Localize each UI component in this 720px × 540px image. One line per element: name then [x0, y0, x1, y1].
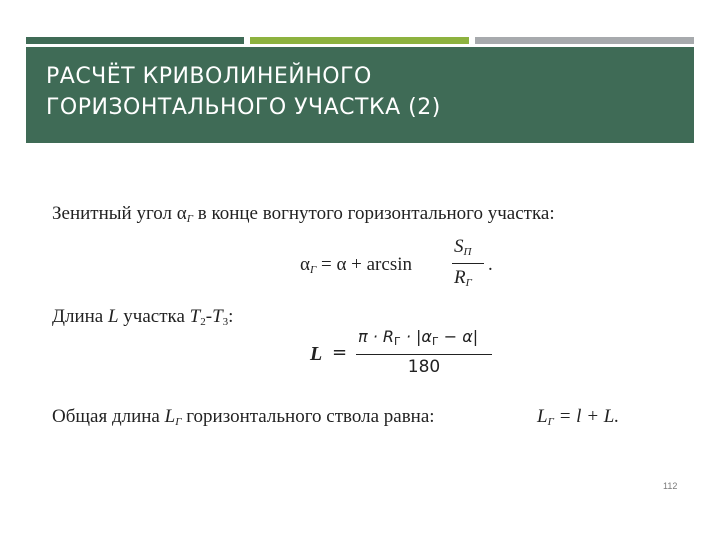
formula1-numerator [452, 236, 490, 258]
length-mid: участка [118, 306, 190, 327]
total-length-var: L [164, 406, 176, 427]
formula1-lhs [300, 254, 412, 276]
slide-title-line1: РАСЧЁТ КРИВОЛИНЕЙНОГО [46, 64, 372, 89]
formula1-denominator [452, 267, 490, 289]
length-t3-sub: 3 [222, 316, 229, 328]
formula2-tail: − α| [438, 327, 479, 346]
zenith-angle-label: Зенитный угол α [52, 203, 187, 224]
length-prefix: Длина [52, 306, 108, 327]
formula3-l: L [537, 406, 548, 427]
page-number: 112 [663, 481, 678, 491]
slide-title [46, 61, 674, 123]
title-band [26, 47, 694, 143]
formula2-equals: = [332, 342, 348, 363]
formula-total-length [537, 405, 619, 434]
formula-length [310, 323, 500, 383]
length-dash: - [205, 306, 213, 327]
length-text [52, 305, 233, 334]
formula2-pi: π · [358, 327, 383, 346]
formula2-denominator: 180 [407, 357, 441, 377]
formula1-den-sub: Г [465, 277, 472, 289]
length-t3: T [212, 306, 223, 327]
formula2-abs: · |α [400, 327, 432, 346]
length-t2: T [189, 306, 201, 327]
formula2-r: R [382, 327, 395, 346]
formula1-alpha-sub: Г [309, 264, 317, 276]
accent-bar-dark-green [26, 37, 244, 44]
slide-title-line2: ГОРИЗОНТАЛЬНОГО УЧАСТКА (2) [46, 95, 441, 120]
formula3-l-sub: Г [547, 416, 554, 428]
formula1-alpha: α [300, 254, 310, 275]
total-length-sub: Г [175, 416, 182, 428]
formula2-numerator [358, 327, 478, 348]
formula2-fraction-line [356, 354, 492, 355]
formula2-r-sub: Г [394, 335, 401, 348]
zenith-angle-tail: в конце вогнутого горизонтального участка: [192, 203, 555, 224]
length-var: L [107, 306, 119, 327]
formula1-fraction-line [452, 263, 484, 264]
formula-zenith-angle [300, 236, 510, 292]
accent-bar-light-green [250, 37, 469, 44]
total-length-tail: горизонтального ствола равна: [181, 406, 435, 427]
total-length-text [52, 405, 435, 434]
length-t2-sub: 2 [200, 316, 206, 328]
formula1-den-var: R [454, 267, 466, 288]
formula2-lhs: L [310, 343, 323, 365]
formula1-middle: = α + arcsin [316, 254, 412, 275]
length-colon: : [228, 306, 234, 327]
zenith-angle-sub: Г [186, 213, 193, 225]
total-length-prefix: Общая длина [52, 406, 165, 427]
formula1-period: . [488, 254, 493, 275]
formula1-num-var: S [454, 236, 464, 257]
formula3-rest: = l + L. [553, 406, 620, 427]
accent-bar-gray [475, 37, 694, 44]
formula2-abs-sub: Г [431, 335, 439, 348]
zenith-angle-text [52, 202, 555, 231]
formula1-num-sub: П [463, 246, 472, 258]
